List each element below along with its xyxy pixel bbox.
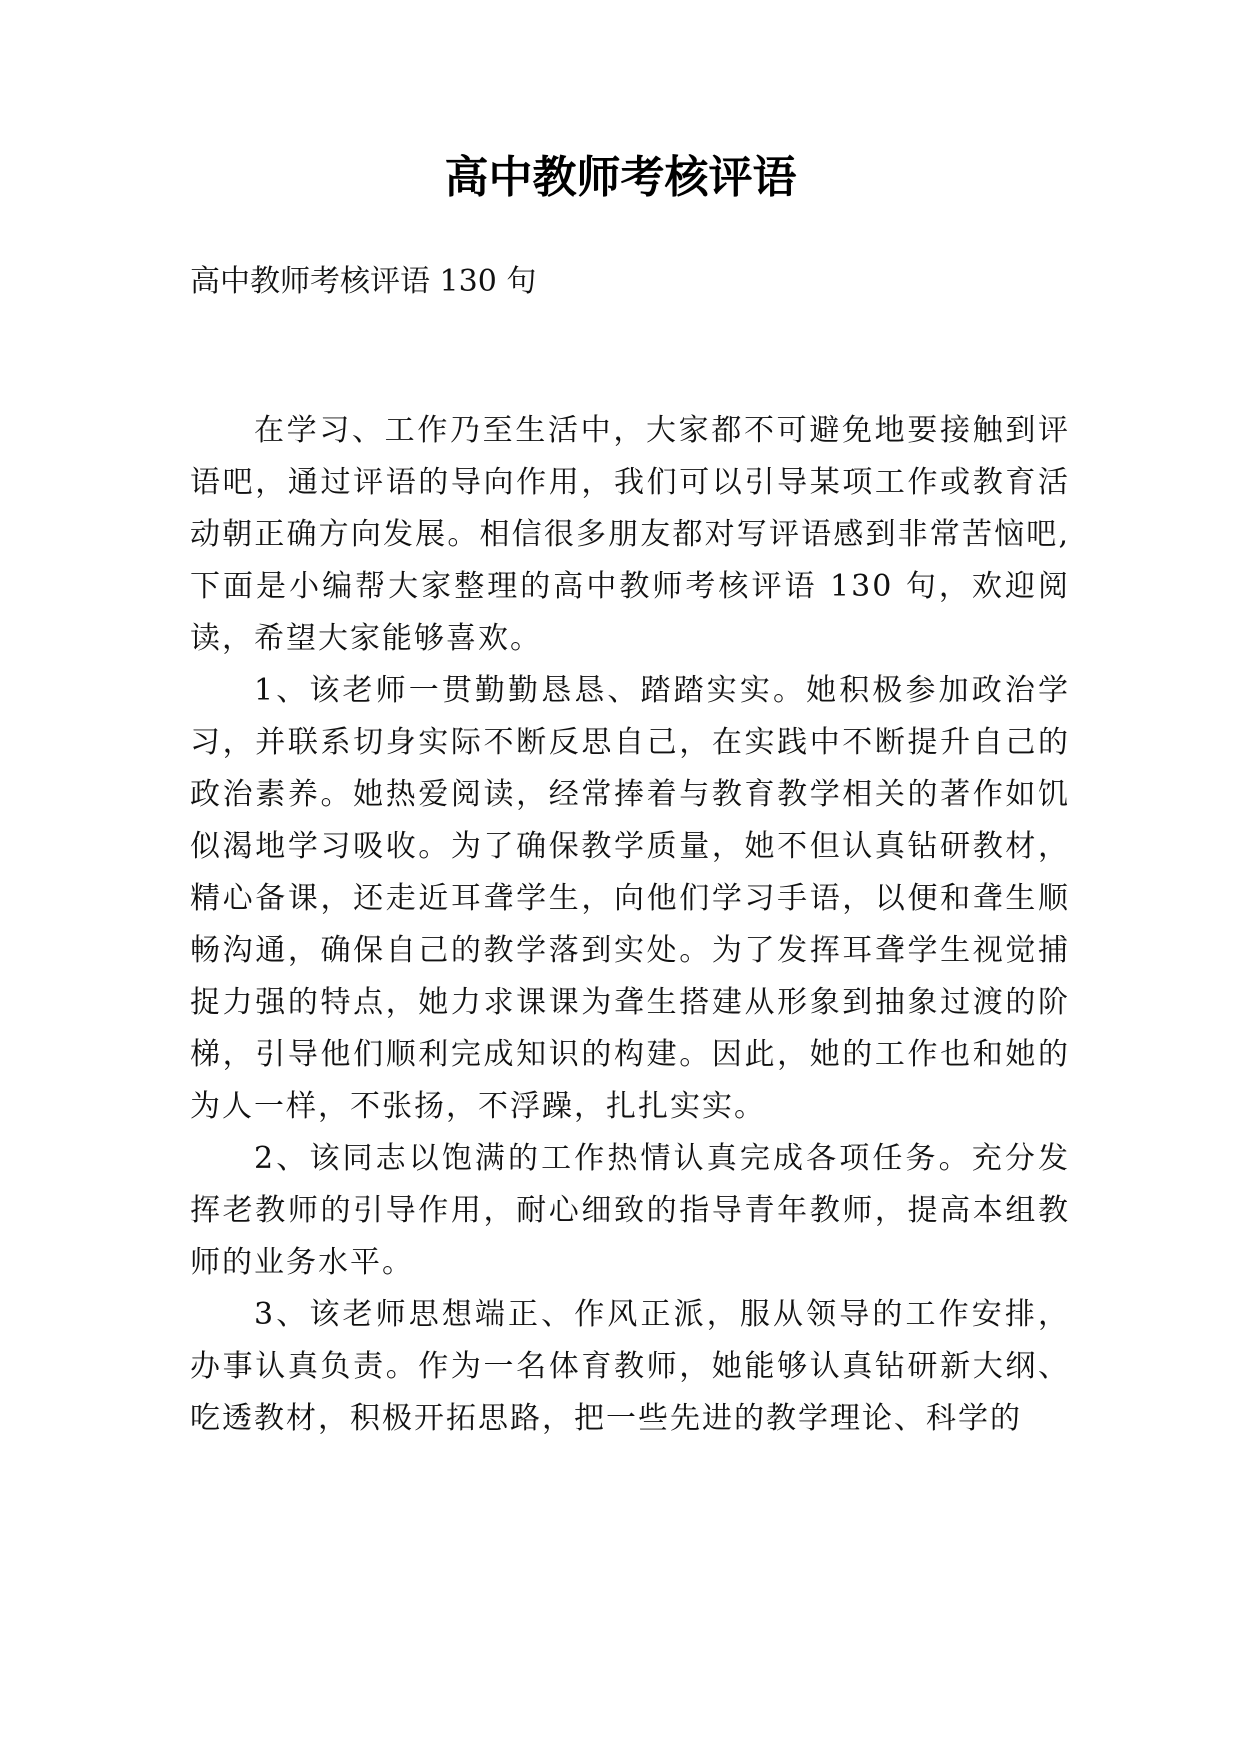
comment-paragraph-1: 1、该老师一贯勤勤恳恳、踏踏实实。她积极参加政治学习，并联系切身实际不断反思自己，在实践中不断提升自己的政治素养。她热爱阅读，经常捧着与教育教学相关的著作如饥似渴地学习吸收。为了确保教学质量，她不但认真钻研教材，精心备课，还走近耳聋学生，向他们学习手语，以便和聋生顺畅沟通，确保自己的教学落到实处。为了发挥耳聋学生视觉捕捉力强的特点，她力求课课为聋生搭建从形象到抽象过渡的阶梯，引导他们顺利完成知识的构建。因此，她的工作也和她的为人一样，不张扬，不浮躁，扎扎实实。 — [190, 673, 1070, 1124]
document-body — [190, 405, 1070, 1445]
document-title: 高中教师考核评语 — [444, 152, 797, 203]
document-subtitle: 高中教师考核评语 130 句 — [190, 264, 537, 299]
comment-paragraph-2: 2、该同志以饱满的工作热情认真完成各项任务。充分发挥老教师的引导作用，耐心细致的指导青年教师，提高本组教师的业务水平。 — [190, 1141, 1070, 1280]
intro-paragraph: 在学习、工作乃至生活中，大家都不可避免地要接触到评语吧，通过评语的导向作用，我们可以引导某项工作或教育活动朝正确方向发展。相信很多朋友都对写评语感到非常苦恼吧,下面是小编帮大家整理的高中教师考核评语 130 句，欢迎阅读，希望大家能够喜欢。 — [190, 413, 1070, 656]
comment-paragraph-3: 3、该老师思想端正、作风正派，服从领导的工作安排，办事认真负责。作为一名体育教师，她能够认真钻研新大纲、吃透教材，积极开拓思路，把一些先进的教学理论、科学的 — [190, 1297, 1070, 1436]
